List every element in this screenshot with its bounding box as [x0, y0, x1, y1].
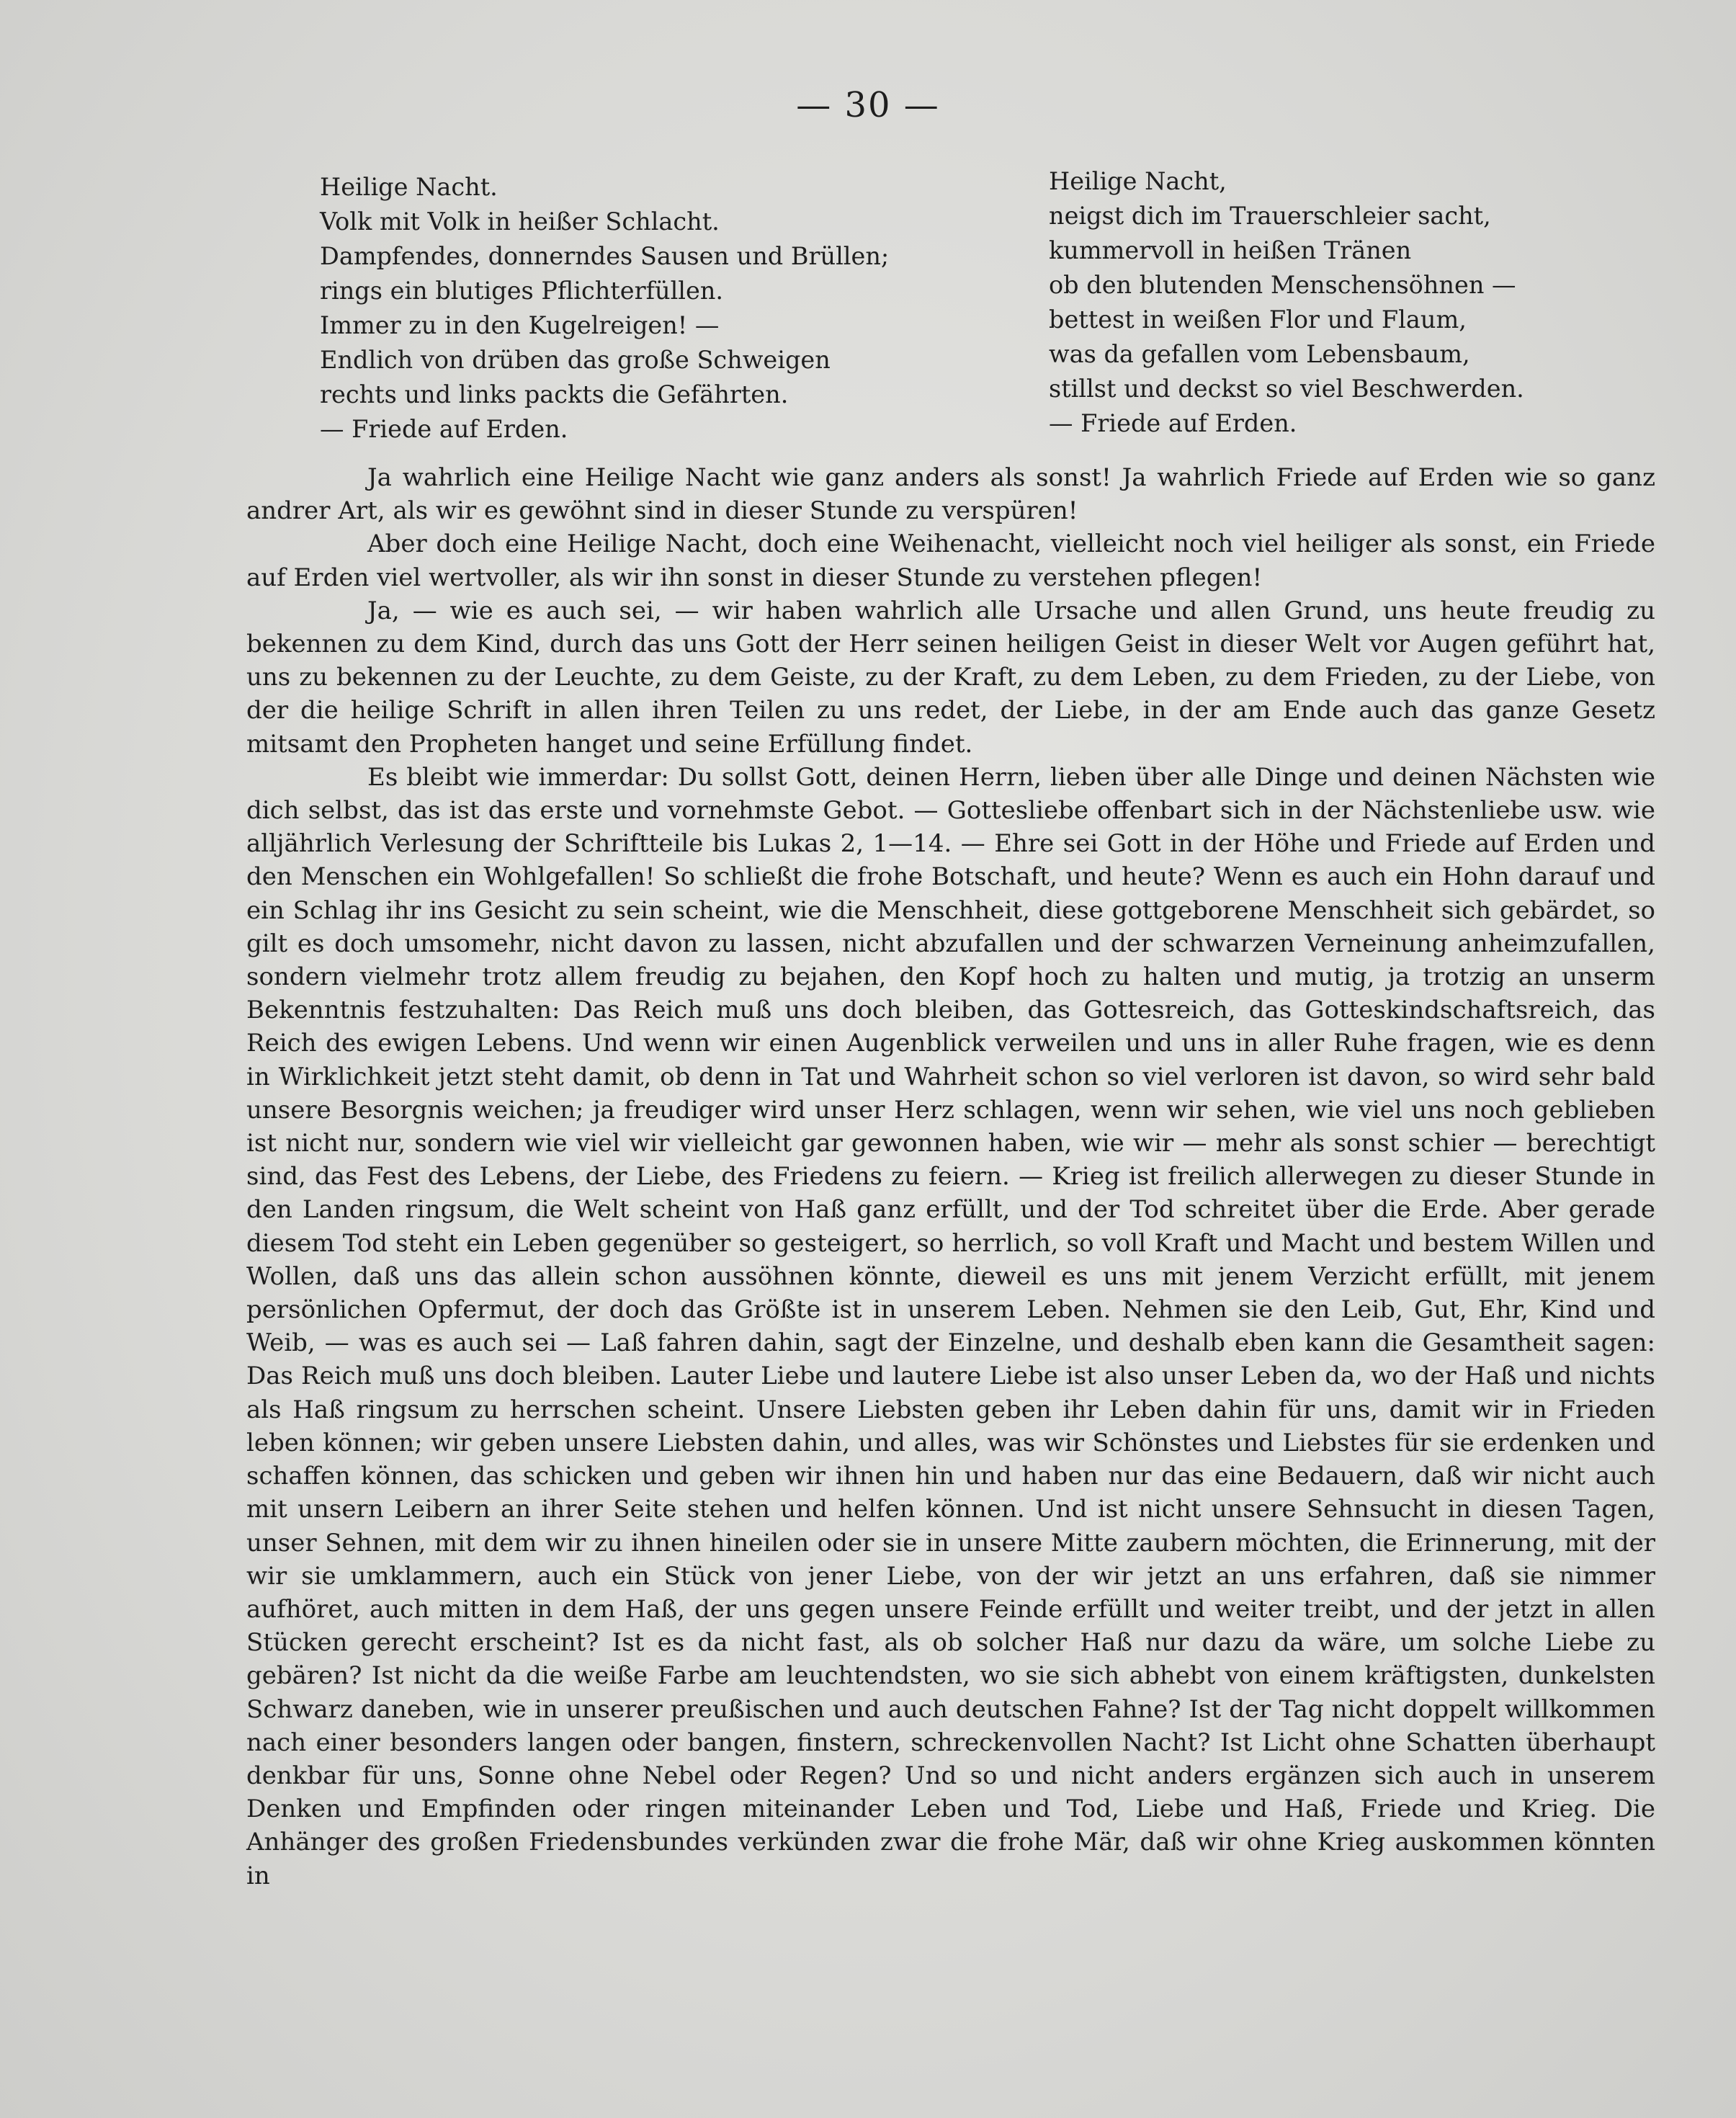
paragraph: Es bleibt wie immerdar: Du sollst Gott, deinen Herrn, lieben über alle Dinge und deinen Nächsten wie dich selbst, das ist das erste und vornehmste Gebot. — Gottesliebe offenbart sich in der Nächstenliebe usw. wie alljährlich Verlesung der Schriftteile bis Lukas 2, 1—14. — Ehre sei Gott in der Höhe und Friede auf Erden und den Menschen ein Wohlgefallen! So schließt die frohe Botschaft, und heute? Wenn es auch ein Hohn darauf und ein Schlag ihr ins Gesicht zu sein scheint, wie die Menschheit, diese gottgeborene Menschheit sich gebärdet, so gilt es doch umsomehr, nicht davon zu lassen, nicht abzufallen und der schwarzen Verneinung anheimzufallen, sondern vielmehr trotz allem freudig zu bejahen, den Kopf hoch zu halten und mutig, ja trotzig an unserm Bekenntnis festzuhalten: Das Reich muß uns doch bleiben, das Gottesreich, das Gotteskindschaftsreich, das Reich des ewigen Lebens. Und wenn wir einen Augenblick verweilen und uns in aller Ruhe fragen, wie es denn in Wirklichkeit jetzt steht damit, ob denn in Tat und Wahrheit schon so viel verloren ist davon, so wird sehr bald unsere Besorgnis weichen; ja freudiger wird unser Herz schlagen, wenn wir sehen, wie viel uns noch geblieben ist nicht nur, sondern wie viel wir vielleicht gar gewonnen haben, wie wir — mehr als sonst schier — berechtigt sind, das Fest des Lebens, der Liebe, des Friedens zu feiern. — Krieg ist freilich allerwegen zu dieser Stunde in den Landen ringsum, die Welt scheint von Haß ganz erfüllt, und der Tod schreitet über die Erde. Aber gerade diesem Tod steht ein Leben gegenüber so gesteigert, so herrlich, so voll Kraft und Macht und bestem Willen und Wollen, daß uns das allein schon aussöhnen könnte, dieweil es uns mit jenem Verzicht erfüllt, mit jenem persönlichen Opfermut, der doch das Größte ist in unserem Leben. Nehmen sie den Leib, Gut, Ehr, Kind und Weib, — was es auch sei — Laß fahren dahin, sagt der Einzelne, und deshalb eben kann die Gesamtheit sagen: Das Reich muß uns doch bleiben. Lauter Liebe und lautere Liebe ist also unser Leben da, wo der Haß und nichts als Haß ringsum zu herrschen scheint. Unsere Liebsten geben ihr Leben dahin für uns, damit wir in Frieden leben können; wir geben unsere Liebsten dahin, und alles, was wir Schönstes und Liebstes für sie erdenken und schaffen können, das schicken und geben wir ihnen hin und haben nur das eine Bedauern, daß wir nicht auch mit unsern Leibern an ihrer Seite stehen und helfen können. Und ist nicht unsere Sehnsucht in diesen Tagen, unser Sehnen, mit dem wir zu ihnen hineilen oder sie in unsere Mitte zaubern möchten, die Erinnerung, mit der wir sie umklammern, auch ein Stück von jener Liebe, von der wir jetzt an uns erfahren, daß sie nimmer aufhöret, auch mitten in dem Haß, der uns gegen unsere Feinde erfüllt und weiter treibt, und der jetzt in allen Stücken gerecht erscheint? Ist es da nicht fast, als ob solcher Haß nur dazu da wäre, um solche Liebe zu gebären? Ist nicht da die weiße Farbe am leuchtendsten, wo sie sich abhebt von einem kräftigsten, dunkelsten Schwarz daneben, wie in unserer preußischen und auch deutschen Fahne? Ist der Tag nicht doppelt willkommen nach einer besonders langen oder bangen, finstern, schreckenvollen Nacht? Ist Licht ohne Schatten überhaupt denkbar für uns, Sonne ohne Nebel oder Regen? Und so und nicht anders ergänzen sich auch in unserem Denken und Empfinden oder ringen miteinander Leben und Tod, Liebe und Haß, Friede und Krieg. Die Anhänger des großen Friedensbundes verkünden zwar die frohe Mär, daß wir ohne Krieg auskommen könnten in	[246, 762, 1655, 1890]
poem-line: Volk mit Volk in heißer Schlacht.	[320, 207, 720, 236]
poem-line: ob den blutenden Menschensöhnen —	[1049, 271, 1516, 299]
page-number: — 30 —	[796, 85, 940, 125]
poem-line: rings ein blutiges Pflichterfüllen.	[320, 277, 724, 305]
poem-line: bettest in weißen Flor und Flaum,	[1049, 305, 1467, 334]
poem-line: Heilige Nacht,	[1049, 167, 1227, 195]
paragraph: Aber doch eine Heilige Nacht, doch eine Weihenacht, vielleicht noch viel heiliger als sonst, ein Friede auf Erden viel wertvoller, als wir ihn sonst in dieser Stunde zu verstehen pflegen!	[246, 530, 1655, 592]
poem-line: Immer zu in den Kugelreigen! —	[320, 311, 720, 339]
poem-line: was da gefallen vom Lebensbaum,	[1049, 340, 1470, 368]
poem-line: kummervoll in heißen Tränen	[1049, 236, 1412, 264]
poem-left	[320, 170, 889, 447]
poem-line: neigst dich im Trauerschleier sacht,	[1049, 202, 1491, 230]
poem-line: — Friede auf Erden.	[320, 415, 568, 443]
poem-line: rechts und links packts die Gefährten.	[320, 380, 789, 408]
poem-line: Heilige Nacht.	[320, 173, 498, 201]
paragraph: Ja wahrlich eine Heilige Nacht wie ganz anders als sonst! Ja wahrlich Friede auf Erden wie so ganz andrer Art, als wir es gewöhnt sind in dieser Stunde zu verspüren!	[246, 463, 1655, 526]
poem-line: stillst und deckst so viel Beschwerden.	[1049, 375, 1524, 403]
poem-right	[1049, 164, 1524, 441]
poem-line: Dampfendes, donnerndes Sausen und Brüllen;	[320, 242, 890, 270]
paragraph: Ja, — wie es auch sei, — wir haben wahrlich alle Ursache und allen Grund, uns heute freudig zu bekennen zu dem Kind, durch das uns Gott der Herr seinen heiligen Geist in dieser Welt vor Augen geführt hat, uns zu bekennen zu der Leuchte, zu dem Geiste, zu der Kraft, zu dem Leben, zu dem Frieden, zu der Liebe, von der die heilige Schrift in allen ihren Teilen zu uns redet, der Liebe, in der am Ende auch das ganze Gesetz mitsamt den Propheten hanget und seine Erfüllung findet.	[246, 596, 1655, 759]
poem-line: Endlich von drüben das große Schweigen	[320, 346, 831, 374]
body-text	[246, 461, 1655, 1893]
poem-line: — Friede auf Erden.	[1049, 409, 1297, 437]
